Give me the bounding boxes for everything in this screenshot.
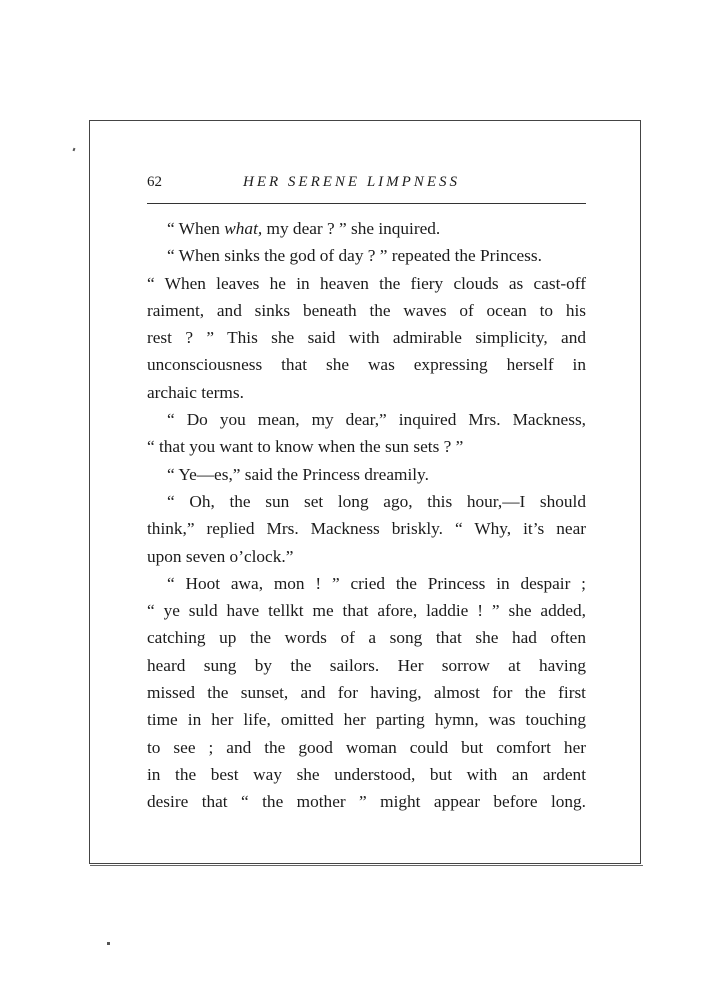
- text-line: upon seven o’clock.”: [147, 546, 294, 566]
- text-line: “ Oh, the sun set long ago, this hour,—I should: [167, 491, 586, 511]
- paper-speck: [73, 148, 76, 152]
- text-line: raiment, and sinks beneath the waves of ocean to his: [147, 300, 586, 320]
- text-line: archaic terms.: [147, 382, 244, 402]
- text-line: think,” replied Mrs. Mackness briskly. “ Why, it’s near: [147, 519, 586, 539]
- text-line: catching up the words of a song that she had often: [147, 628, 586, 648]
- text-line: “ When sinks the god of day ? ” repeated the Princess.: [167, 246, 542, 266]
- text-line: “ Hoot awa, mon ! ” cried the Princess in despair ;: [167, 573, 586, 593]
- text-line: “ When what, my dear ? ” she inquired.: [167, 219, 441, 238]
- text-line: in the best way she understood, but with an ardent: [147, 764, 586, 784]
- text-line: desire that “ the mother ” might appear before long.: [147, 792, 586, 812]
- text-line: “ ye suld have tellkt me that afore, laddie ! ” she added,: [147, 601, 586, 621]
- text-line: heard sung by the sailors. Her sorrow at having: [147, 655, 586, 675]
- text-line: rest ? ” This she said with admirable simplicity, and: [147, 328, 586, 348]
- italic-word: what,: [224, 219, 263, 238]
- paper-speck: [107, 942, 110, 945]
- text-line: “ Ye—es,” said the Princess dreamily.: [167, 464, 429, 484]
- text-line: “ When leaves he in heaven the fiery clouds as cast-off: [147, 273, 586, 293]
- header-rule: [147, 203, 586, 204]
- page-header: [147, 174, 585, 196]
- text-line: time in her life, omitted her parting hymn, was touching: [147, 710, 586, 730]
- text-line: missed the sunset, and for having, almost for the first: [147, 683, 586, 703]
- text-line: “ Do you mean, my dear,” inquired Mrs. Mackness,: [167, 410, 586, 430]
- body-text: [147, 215, 586, 816]
- text-line: “ that you want to know when the sun sets ? ”: [147, 437, 464, 457]
- text-line: to see ; and the good woman could but comfort her: [147, 737, 586, 757]
- page-number: 62: [147, 174, 162, 190]
- text-line: unconsciousness that she was expressing herself in: [147, 355, 586, 375]
- running-head-title: HER SERENE LIMPNESS: [243, 174, 460, 190]
